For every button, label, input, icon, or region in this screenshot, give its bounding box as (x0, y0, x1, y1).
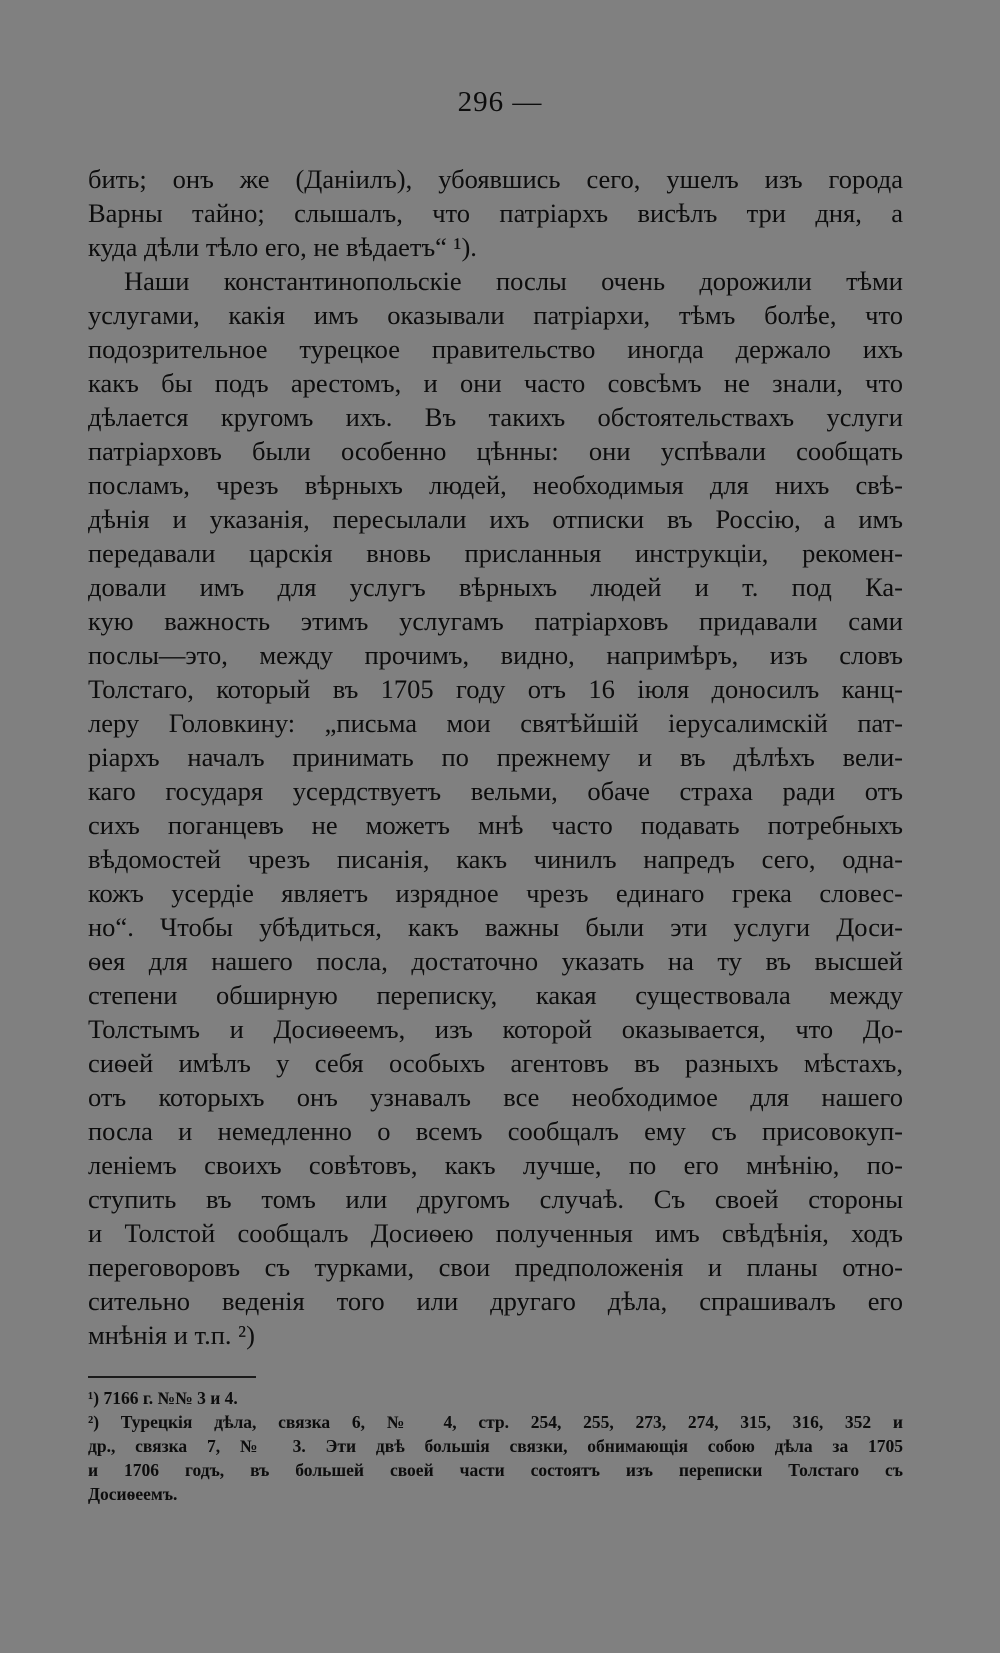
text-line: переговоровъ съ турками, свои предположенія и планы отно- (88, 1252, 903, 1282)
text-line: степени обширную переписку, какая существовала между (88, 980, 903, 1010)
text-line: куда дѣли тѣло его, не вѣдаетъ“ ¹). (88, 232, 477, 262)
text-line: послы—это, между прочимъ, видно, напримѣръ, изъ словъ (88, 640, 903, 670)
text-line: подозрительное турецкое правительство иногда держало ихъ (88, 334, 903, 364)
text-line: патріарховъ были особенно цѣнны: они успѣвали сообщать (88, 436, 903, 466)
text-line: ѳея для нашего посла, достаточно указать на ту въ высшей (88, 946, 903, 976)
text-line: каго государя усердствуетъ вельми, обаче страха ради отъ (88, 776, 903, 806)
text-line: посламъ, чрезъ вѣрныхъ людей, необходимыя для нихъ свѣ- (88, 470, 903, 500)
text-line: леніемъ своихъ совѣтовъ, какъ лучше, по его мнѣнію, по- (88, 1150, 903, 1180)
text-line: мнѣнія и т.п. ²) (88, 1320, 255, 1350)
page-number: 296 — (457, 86, 543, 118)
footnote-line: и 1706 годъ, въ большей своей части состоятъ изъ переписки Толстаго съ (88, 1460, 903, 1480)
text-line: Толстаго, который въ 1705 году отъ 16 іюля доносилъ канц- (88, 674, 903, 704)
text-line: дѣнія и указанія, пересылали ихъ отписки въ Россію, а имъ (88, 504, 903, 534)
footnote-line: ²) Турецкія дѣла, связка 6, № 4, стр. 254, 255, 273, 274, 315, 316, 352 и (88, 1412, 903, 1432)
footnote-divider (88, 1376, 256, 1378)
text-line: сительно веденія того или другаго дѣла, спрашивалъ его (88, 1286, 903, 1316)
text-line: довали имъ для услугъ вѣрныхъ людей и т. под Ка- (88, 572, 903, 602)
text-line: и Толстой сообщалъ Досиѳею полученныя имъ свѣдѣнія, ходъ (88, 1218, 903, 1248)
text-line: сиѳей имѣлъ у себя особыхъ агентовъ въ разныхъ мѣстахъ, (88, 1048, 903, 1078)
text-line: кожъ усердіе являетъ изрядное чрезъ единаго грека словес- (88, 878, 903, 908)
footnote-line: Досиѳеемъ. (88, 1484, 178, 1504)
text-line: Варны тайно; слышалъ, что патріархъ висѣлъ три дня, а (88, 198, 903, 228)
text-line: посла и немедленно о всемъ сообщалъ ему съ присовокуп- (88, 1116, 903, 1146)
text-line: Толстымъ и Досиѳеемъ, изъ которой оказывается, что До- (88, 1014, 903, 1044)
text-line: передавали царскія вновь присланныя инструкціи, рекомен- (88, 538, 903, 568)
text-line: леру Головкину: „письма мои святѣйшій іерусалимскій пат- (88, 708, 903, 738)
footnotes (88, 1386, 903, 1506)
text-line: сихъ поганцевъ не можетъ мнѣ часто подавать потребныхъ (88, 810, 903, 840)
text-line: ріархъ началъ принимать по прежнему и въ дѣлѣхъ вели- (88, 742, 903, 772)
footnote-line: др., связка 7, № 3. Эти двѣ большія связки, обнимающія собою дѣла за 1705 (88, 1436, 903, 1456)
text-line: услугами, какія имъ оказывали патріархи, тѣмъ болѣе, что (88, 300, 903, 330)
text-line: ступить въ томъ или другомъ случаѣ. Съ своей стороны (88, 1184, 903, 1214)
text-line: кую важность этимъ услугамъ патріарховъ придавали сами (88, 606, 903, 636)
text-line: бить; онъ же (Даніилъ), убоявшись сего, ушелъ изъ города (88, 164, 903, 194)
text-line: вѣдомостей чрезъ писанія, какъ чинилъ напредъ сего, одна- (88, 844, 903, 874)
footnote-line: ¹) 7166 г. №№ 3 и 4. (88, 1388, 238, 1408)
text-line: дѣлается кругомъ ихъ. Въ такихъ обстоятельствахъ услуги (88, 402, 903, 432)
text-line: какъ бы подъ арестомъ, и они часто совсѣмъ не знали, что (88, 368, 903, 398)
text-line: Наши константинопольскіе послы очень дорожили тѣми (124, 266, 903, 296)
text-line: отъ которыхъ онъ узнавалъ все необходимое для нашего (88, 1082, 903, 1112)
text-line: но“. Чтобы убѣдиться, какъ важны были эти услуги Доси- (88, 912, 903, 942)
main-text (88, 162, 903, 1352)
